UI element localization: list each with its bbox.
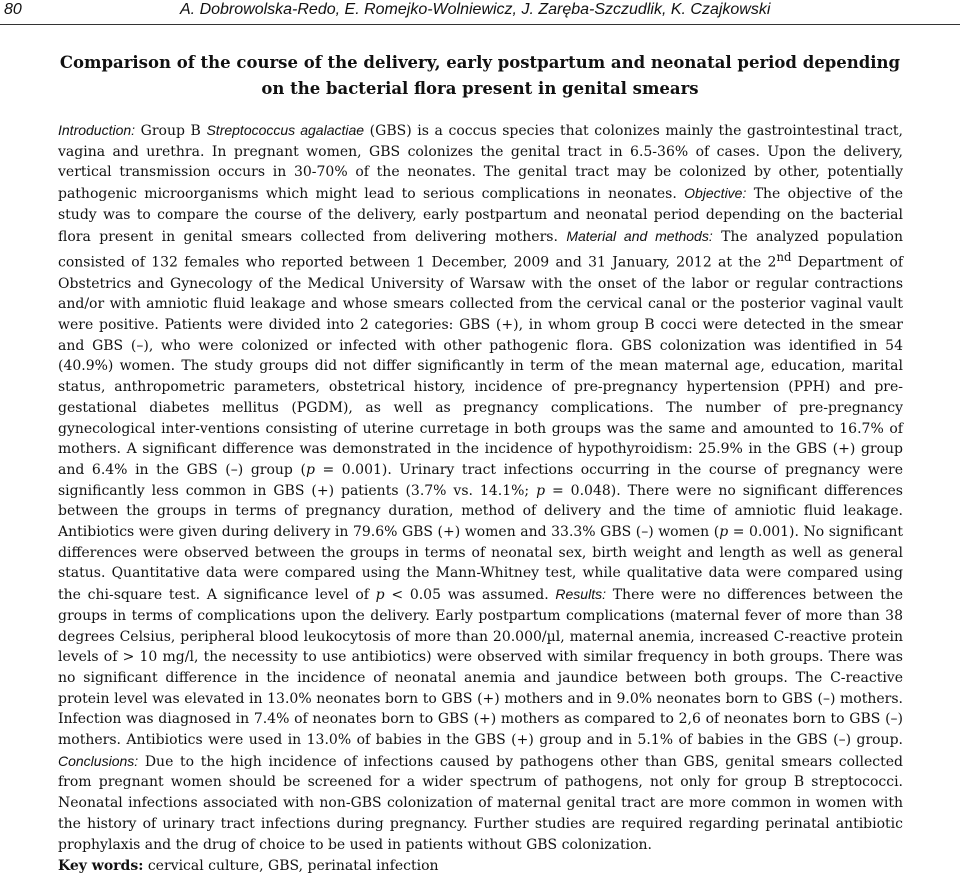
methods-text-2: Department of Obstetrics and Gynecology of the Medical University of Warsaw with the onset of the labor or regular contractions and/or with amniotic fluid leakage and whose smears collected from the cervical canal or the posterior vaginal vault were positive. Patients were divided into 2 categories: GBS (+), in whom group B cocci were detected in the smear and GBS (–), who were colonized or infected with other pathogenic flora. GBS colonization was identified in 54 (40.9%) women. The study groups did not differ significantly in term of the mean maternal age, education, marital status, anthropometric parameters, obstetrical history, incidence of pre-pregnancy hypertension (PPH) and pre-gestational diabetes mellitus (PGDM), as well as pregnancy complications. The number of pre-pregnancy gynecological inter-ventions consisting of uterine curretage in both groups was the same and amounted to 16.7% of mothers. A significant difference was demonstrated in the incidence of hypothyroidism: 25.9% in the GBS (+) group and 6.4% in the GBS (–) group ( [58, 254, 904, 478]
p-value-symbol: p [305, 461, 315, 478]
keywords-text: cervical culture, GBS, perinatal infection [147, 858, 439, 874]
abstract-body [58, 120, 903, 855]
results-text: There were no differences between the groups in terms of complications upon the delivery. Early postpartum complications (maternal fever of more than 38 degrees Celsius, peripheral blood leukocytosis of more than 20.000/µl, maternal anemia, increased C-reactive protein levels of > 10 mg/l, the necessity to use antibiotics) were observed with similar frequency in both groups. There was no significant difference in the incidence of neonatal anemia and jaundice between both groups. The C-reactive protein level was elevated in 13.0% neonates born to GBS (+) mothers and in 9.0% neonates born to GBS (–) mothers. Infection was diagnosed in 7.4% of neonates born to GBS (+) mothers as compared to 2,6 of neonates born to GBS (–) mothers. Antibiotics were used in 13.0% of babies in the GBS (+) group and in 5.1% of babies in the GBS (–) group. [58, 587, 904, 749]
methods-superscript: nd [776, 250, 792, 265]
methods-text-3: = 0.001). Urinary tract infections occurring in the course of pregnancy were significantly less common in GBS (+) patients (3.7% vs. 14.1%; [58, 461, 903, 499]
results-label: Results: [555, 586, 606, 603]
introduction-label: Introduction: [58, 122, 136, 138]
conclusions-label: Conclusions: [58, 752, 139, 769]
introduction-text: (GBS) is a coccus species that colonizes mainly the gastrointestinal tract, vagina and urethra. In pregnant women, GBS colonizes the genital tract in 6.5-36% of cases. Upon the delivery, vertical transmission occurs in 30-70% of the neonates. The genital tract may be colonized by other, potentially pathogenic microorganisms which might lead to serious complications in neonates. [58, 123, 904, 203]
conclusions-text: Due to the high incidence of infections caused by pathogens other than GBS, genital smears collected from pregnant women should be screened for a wider spectrum of pathogens, not only for group B streptococci. Neonatal infections associated with non-GBS colonization of maternal genital tract are more common in women with the history of urinary tract infections during pregnancy. Further studies are required regarding perinatal antibiotic prophylaxis and the drug of choice to be used in patients without GBS colonization. [58, 753, 903, 853]
keywords-line [58, 856, 903, 876]
methods-text-4: = 0.048). There were no significant differences between the groups in terms of pregnancy duration, method of delivery and the time of amniotic fluid leakage. Antibiotics were given during delivery in 79.6% GBS (+) women and 33.3% GBS (–) women ( [58, 482, 903, 541]
keywords-label: Key words: [58, 858, 144, 874]
methods-text-1: The analyzed population consisted of 132 females who reported between 1 December, 2009 and 31 January, 2012 at the 2 [58, 228, 903, 271]
page-number: 80 [4, 1, 22, 18]
objective-text: The objective of the study was to compare the course of the delivery, early postpartum and neonatal period depending on the bacterial flora present in genital smears collected from delivering mothers. [58, 186, 903, 245]
article-title [40, 50, 920, 102]
running-header [0, 0, 960, 25]
p-value-symbol: p [719, 524, 729, 541]
methods-text-5: = 0.001). No significant differences were observed between the groups in terms of neonatal sex, birth weight and length as well as general status. Quantitative data were compared using the Mann-Whitney test, while qualitative data were compared using the chi-square test. A significance level of [58, 524, 903, 604]
intro-pre: Group B [140, 123, 201, 139]
p-value-symbol: p [375, 587, 385, 604]
title-line-2: on the bacterial flora present in genital smears [261, 79, 699, 98]
organism-name: Streptococcus agalactiae [206, 122, 365, 138]
methods-label: Material and methods: [566, 227, 713, 244]
objective-label: Objective: [684, 185, 747, 202]
title-line-1: Comparison of the course of the delivery, early postpartum and neonatal period depending [59, 53, 901, 72]
running-head-authors: A. Dobrowolska-Redo, E. Romejko-Wolniewicz, J. Zaręba-Szczudlik, K. Czajkowski [180, 1, 771, 18]
methods-text-6: < 0.05 was assumed. [384, 587, 549, 604]
p-value-symbol: p [536, 482, 546, 499]
